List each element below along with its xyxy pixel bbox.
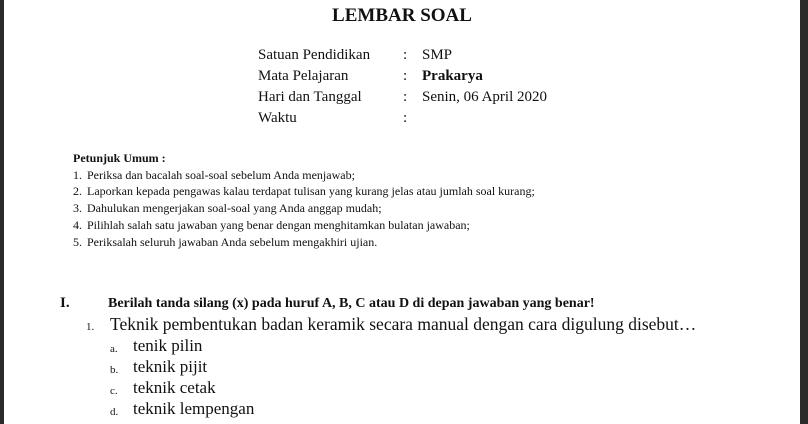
instructions-heading: Petunjuk Umum : xyxy=(73,151,166,165)
option-letter: d. xyxy=(110,406,119,418)
instruction-text: Pilihlah salah satu jawaban yang benar dengan menghitamkan bulatan jawaban; xyxy=(87,218,470,232)
info-colon: : xyxy=(403,68,408,84)
option-letter: c. xyxy=(110,385,118,397)
option-text: tenik pilin xyxy=(133,336,203,355)
info-value-mapel: Prakarya xyxy=(422,68,483,84)
info-value-satuan: SMP xyxy=(422,47,453,63)
info-label-waktu: Waktu xyxy=(258,110,297,126)
instruction-text: Laporkan kepada pengawas kalau terdapat tulisan yang kurang jelas atau jumlah soal kurang; xyxy=(87,184,535,198)
instruction-number: 4. xyxy=(73,218,82,232)
instruction-number: 1. xyxy=(73,168,82,182)
page-title: LEMBAR SOAL xyxy=(332,5,472,26)
option-letter: b. xyxy=(110,364,119,376)
instruction-number: 5. xyxy=(73,235,82,249)
option-letter: a. xyxy=(110,343,118,355)
section-number: I. xyxy=(60,295,70,311)
info-value-tanggal: Senin, 06 April 2020 xyxy=(422,89,548,105)
instruction-number: 3. xyxy=(73,201,82,215)
info-colon: : xyxy=(403,47,408,63)
instruction-text: Dahulukan mengerjakan soal-soal yang Anda anggap mudah; xyxy=(87,201,382,215)
info-label-satuan: Satuan Pendidikan xyxy=(258,47,371,63)
info-label-tanggal: Hari dan Tanggal xyxy=(258,89,362,105)
option-text: teknik lempengan xyxy=(133,399,255,418)
section-instruction: Berilah tanda silang (x) pada huruf A, B, C atau D di depan jawaban yang benar! xyxy=(108,296,595,311)
question-text: Teknik pembentukan badan keramik secara manual dengan cara digulung disebut… xyxy=(110,314,697,334)
instruction-text: Periksalah seluruh jawaban Anda sebelum mengakhiri ujian. xyxy=(87,235,378,249)
option-text: teknik pijit xyxy=(133,357,208,376)
info-colon: : xyxy=(403,110,408,126)
instruction-number: 2. xyxy=(73,184,82,198)
document-page xyxy=(4,0,800,424)
option-text: teknik cetak xyxy=(133,378,216,397)
info-colon: : xyxy=(403,89,408,105)
question-number: 1. xyxy=(86,321,95,333)
info-label-mapel: Mata Pelajaran xyxy=(258,68,349,84)
instruction-text: Periksa dan bacalah soal-soal sebelum Anda menjawab; xyxy=(87,168,355,182)
